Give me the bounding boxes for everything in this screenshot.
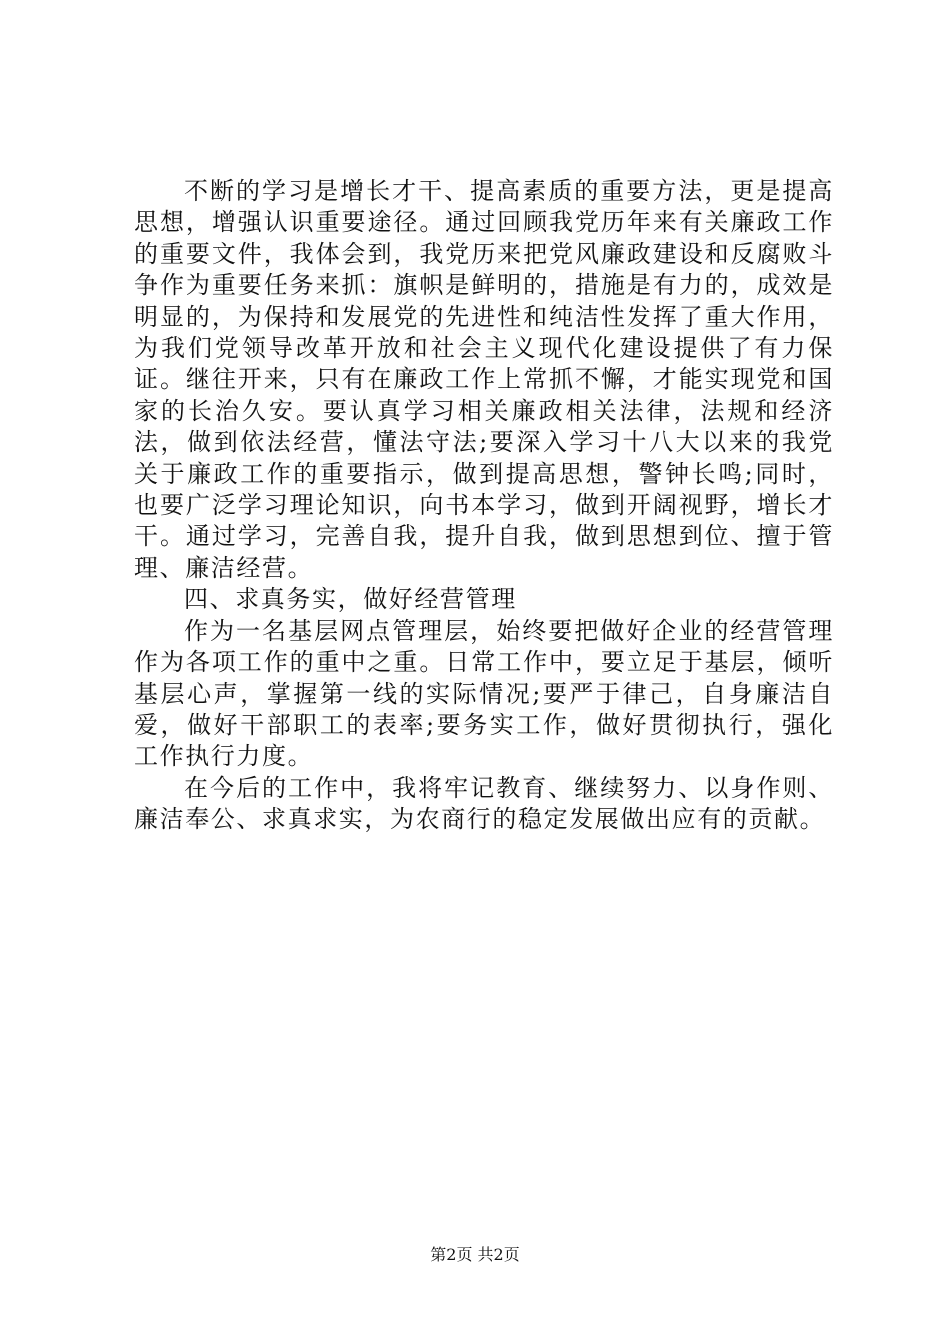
paragraph-study: 不断的学习是增长才干、提高素质的重要方法，更是提高思想，增强认识重要途径。通过回顾我党历年来有关廉政工作的重要文件，我体会到，我党历来把党风廉政建设和反腐败斗争作为重要任务来抓：旗帜是鲜明的，措施是有力的，成效是明显的，为保持和发展党的先进性和纯洁性发挥了重大作用，为我们党领导改革开放和社会主义现代化建设提供了有力保证。继往开来，只有在廉政工作上常抓不懈，才能实现党和国家的长治久安。要认真学习相关廉政相关法律，法规和经济法，做到依法经营，懂法守法;要深入学习十八大以来的我党关于廉政工作的重要指示，做到提高思想，警钟长鸣;同时，也要广泛学习理论知识，向书本学习，做到开阔视野，增长才干。通过学习，完善自我，提升自我，做到思想到位、擅于管理、廉洁经营。 <box>134 177 834 582</box>
paragraph-management: 作为一名基层网点管理层，始终要把做好企业的经营管理作为各项工作的重中之重。日常工作中，要立足于基层，倾听基层心声，掌握第一线的实际情况;要严于律己，自身廉洁自爱，做好干部职工的表率;要务实工作，做好贯彻执行，强化工作执行力度。 <box>134 616 834 771</box>
page-number-footer: 第2页 共2页 <box>430 1245 520 1264</box>
section-heading-four: 四、求真务实，做好经营管理 <box>184 585 517 614</box>
paragraph-conclusion: 在今后的工作中，我将牢记教育、继续努力、以身作则、廉洁奉公、求真求实，为农商行的稳定发展做出应有的贡献。 <box>134 773 834 834</box>
document-body <box>134 176 834 836</box>
